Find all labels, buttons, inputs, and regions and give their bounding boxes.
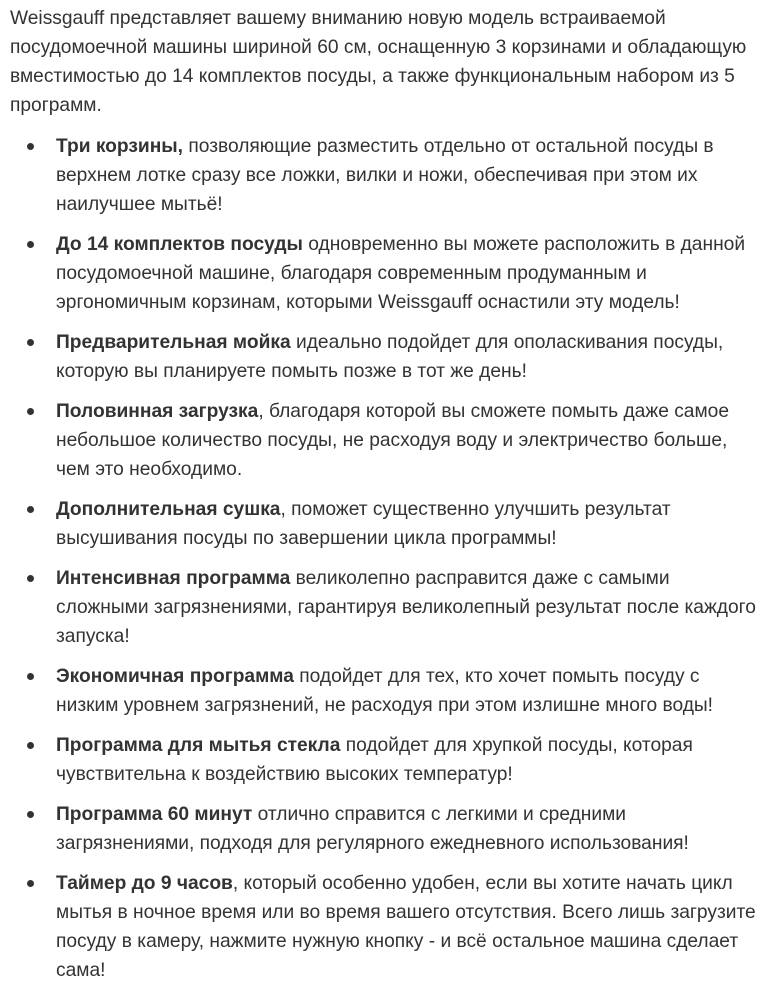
feature-text: одновременно вы можете расположить в данной посудомоечной машине, благодаря современным продуманным и эргономичным корзинам, которыми Weissgauff оснастили эту модель! xyxy=(56,234,746,313)
feature-title: До 14 комплектов посуды xyxy=(56,234,303,255)
feature-item xyxy=(56,564,763,651)
feature-item xyxy=(56,328,763,386)
feature-title: Интенсивная программа xyxy=(56,568,291,589)
feature-item xyxy=(56,230,763,317)
feature-title: Половинная загрузка xyxy=(56,401,259,422)
feature-title: Программа 60 минут xyxy=(56,804,253,825)
feature-item xyxy=(56,662,763,720)
feature-text: подойдет для хрупкой посуды, которая чувствительна к воздействию высоких температур! xyxy=(56,735,693,785)
feature-item xyxy=(56,869,763,985)
feature-title: Дополнительная сушка xyxy=(56,499,281,520)
feature-item xyxy=(56,495,763,553)
feature-title: Экономичная программа xyxy=(56,666,294,687)
feature-title: Программа для мытья стекла xyxy=(56,735,341,756)
feature-title: Три корзины, xyxy=(56,136,184,157)
feature-text: , который особенно удобен, если вы хотите начать цикл мытья в ночное время или во время вашего отсутствия. Всего лишь загрузите посуду в камеру, нажмите нужную кнопку - и всё остальное машина сделает сама! xyxy=(56,873,756,981)
feature-text: подойдет для тех, кто хочет помыть посуду с низким уровнем загрязнений, не расходуя при этом излишне много воды! xyxy=(56,666,714,716)
feature-item xyxy=(56,132,763,219)
feature-title: Таймер до 9 часов xyxy=(56,873,233,894)
feature-text: великолепно расправится даже с самыми сложными загрязнениями, гарантируя великолепный результат после каждого запуска! xyxy=(56,568,756,647)
feature-item xyxy=(56,397,763,484)
feature-text: идеально подойдет для ополаскивания посуды, которую вы планируете помыть позже в тот же день! xyxy=(56,332,724,382)
feature-item xyxy=(56,731,763,789)
feature-text: отлично справится с легкими и средними загрязнениями, подходя для регулярного ежедневного использования! xyxy=(56,804,689,854)
feature-text: , благодаря которой вы сможете помыть даже самое небольшое количество посуды, не расходуя воду и электричество больше, чем это необходимо. xyxy=(56,401,729,480)
feature-text: позволяющие разместить отдельно от остальной посуды в верхнем лотке сразу все ложки, вилки и ножи, обеспечивая при этом их наилучшее мытьё! xyxy=(56,136,714,215)
feature-list xyxy=(10,132,763,985)
feature-item xyxy=(56,800,763,858)
feature-title: Предварительная мойка xyxy=(56,332,291,353)
feature-text: , поможет существенно улучшить результат высушивания посуды по завершении цикла программы! xyxy=(56,499,671,549)
intro-paragraph: Weissgauff представляет вашему вниманию новую модель встраиваемой посудомоечной машины шириной 60 см, оснащенную 3 корзинами и обладающую вместимостью до 14 комплектов посуды, а также функциональным набором из 5 программ. xyxy=(10,8,747,116)
